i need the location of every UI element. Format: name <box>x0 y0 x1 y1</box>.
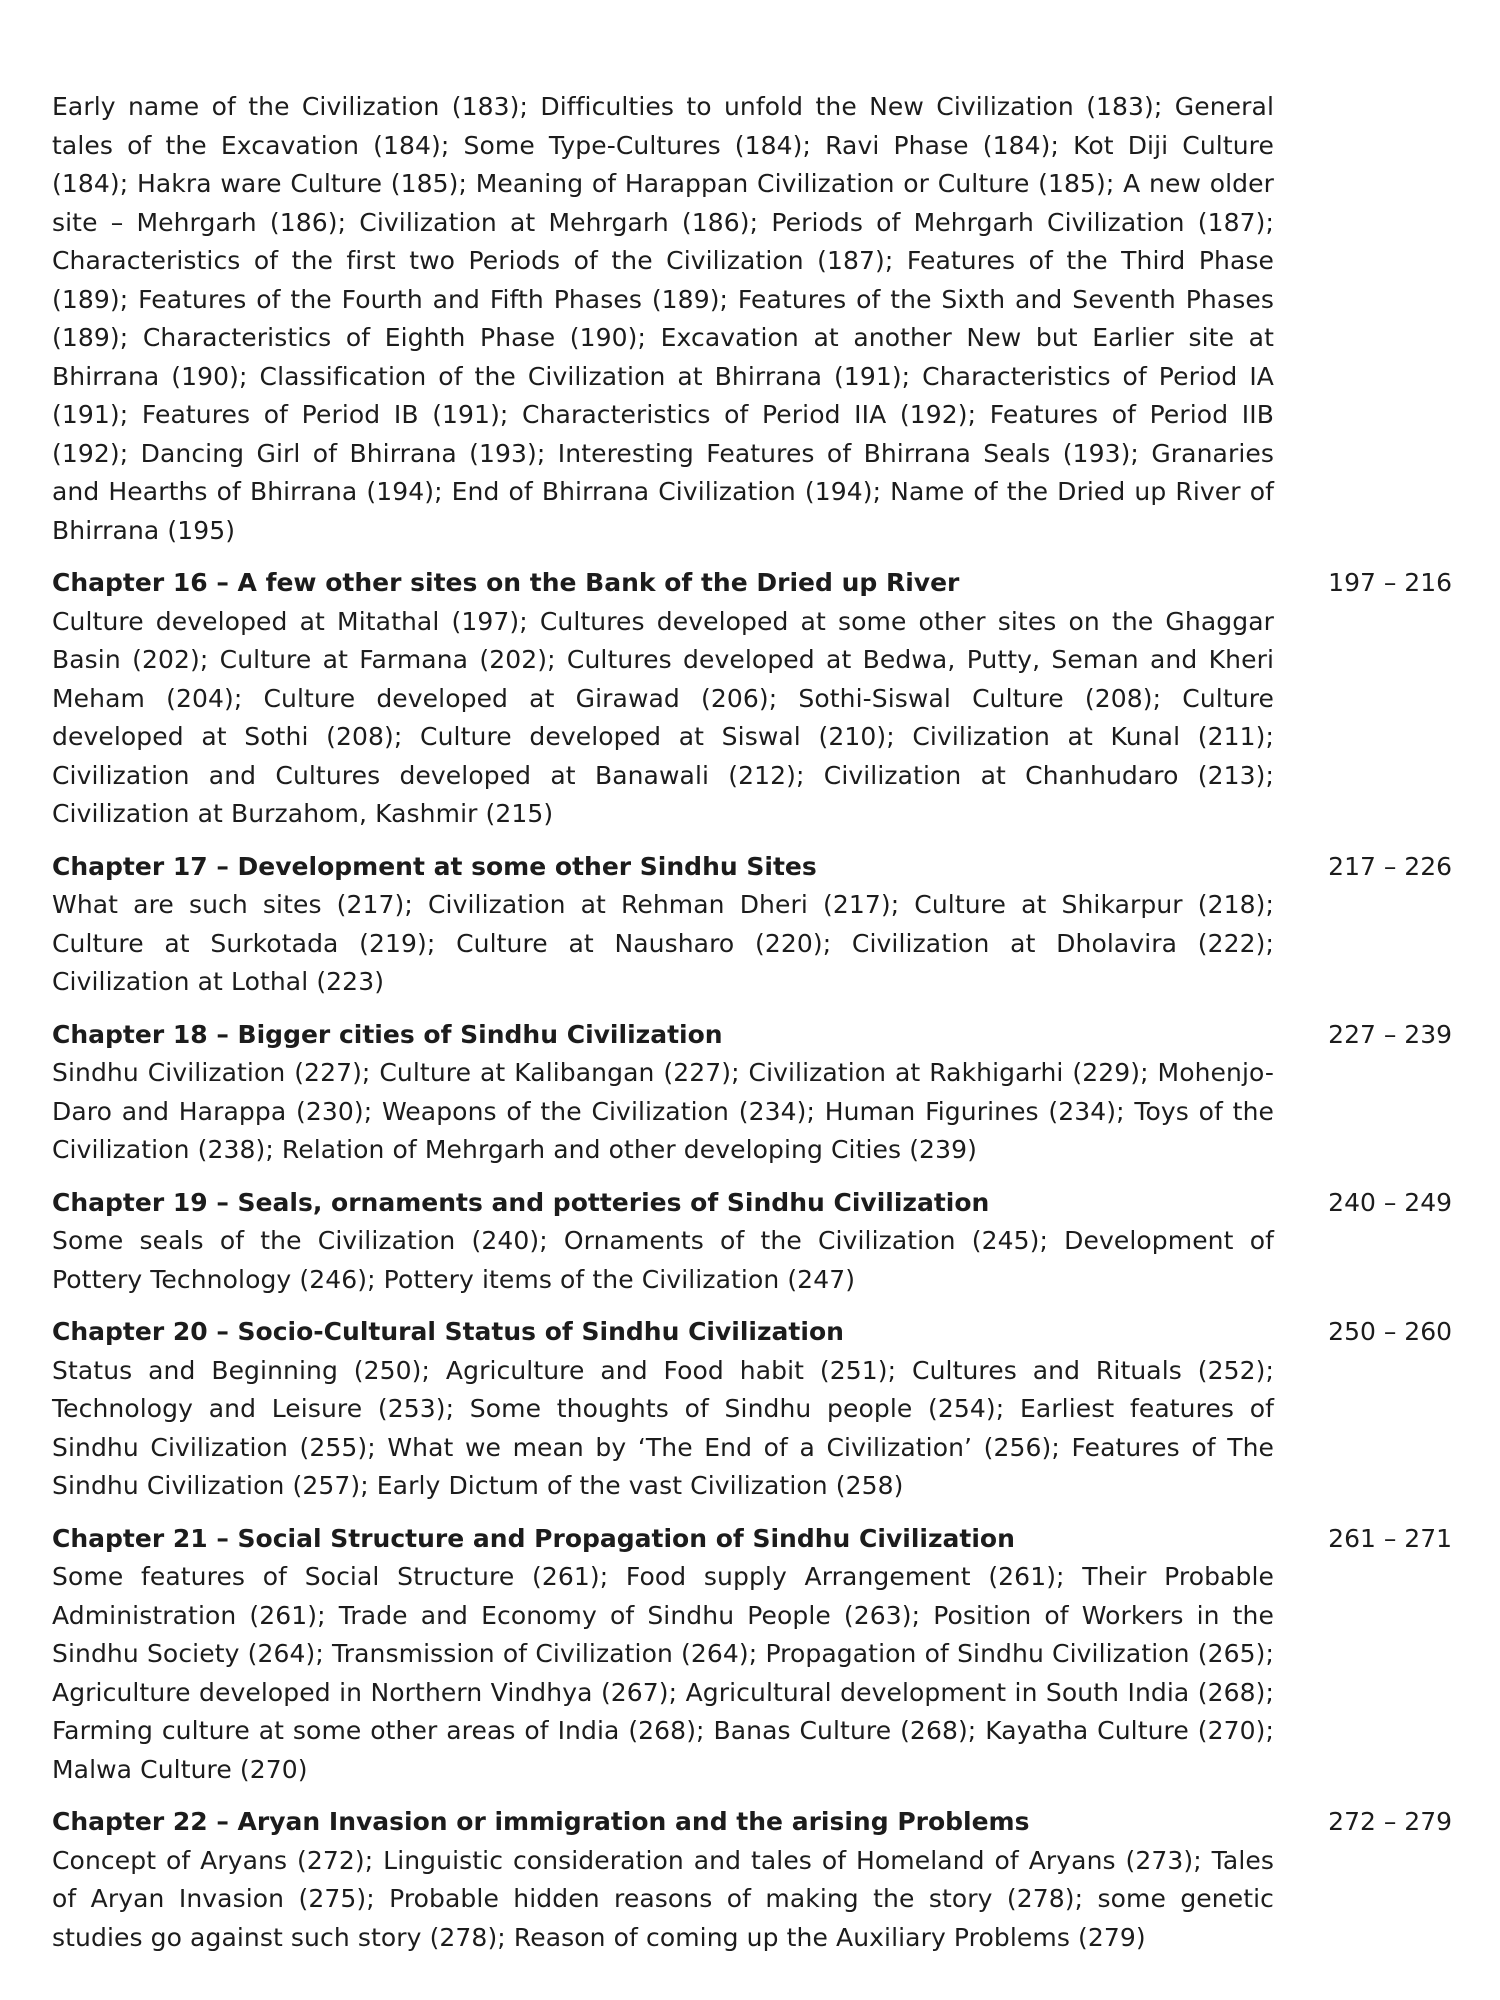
chapter-title: Chapter 16 – A few other sites on the Bank of the Dried up River <box>52 568 960 597</box>
chapter-title: Chapter 21 – Social Structure and Propagation of Sindhu Civilization <box>52 1523 1015 1553</box>
chapter-entry-18 <box>52 1016 1452 1170</box>
chapter-entry-17 <box>52 848 1452 1002</box>
chapter-title: Chapter 17 – Development at some other Sindhu Sites <box>52 851 817 881</box>
chapter-title: Chapter 18 – Bigger cities of Sindhu Civilization <box>52 1019 723 1049</box>
chapter-contents: Culture developed at Mitathal (197); Cultures developed at some other sites on the Ghaggar Basin (202); Culture at Farmana (202); Cultures developed at Bedwa, Putty, Seman and Kheri Meham (204); Culture developed at Girawad (206); Sothi-Siswal Culture (208); Culture developed at Sothi (208); Culture developed at Siswal (210); Civilization at Kunal (211); Civilization and Cultures developed at Banawali (212); Civilization at Chanhudaro (213); Civilization at Burzahom, Kashmir (215) <box>52 606 1274 828</box>
chapter-contents: Some seals of the Civilization (240); Ornaments of the Civilization (245); Development of Pottery Technology (246); Pottery items of the Civilization (247) <box>52 1226 1274 1294</box>
chapter-15-contents-continued: Early name of the Civilization (183); Difficulties to unfold the New Civilization (183); General tales of the Excavation (184); Some Type-Cultures (184); Ravi Phase (184); Kot Diji Culture (184); Hakra ware Culture (185); Meaning of Harappan Civilization or Culture (185); A new older site – Mehrgarh (186); Civilization at Mehrgarh (186); Periods of Mehrgarh Civilization (187); Characteristics of the first two Periods of the Civilization (187); Features of the Third Phase (189); Features of the Fourth and Fifth Phases (189); Features of the Sixth and Seventh Phases (189); Characteristics of Eighth Phase (190); Excavation at another New but Earlier site at Bhirrana (190); Classification of the Civilization at Bhirrana (191); Characteristics of Period IA (191); Features of Period IB (191); Characteristics of Period IIA (192); Features of Period IIB (192); Dancing Girl of Bhirrana (193); Interesting Features of Bhirrana Seals (193); Granaries and Hearths of Bhirrana (194); End of Bhirrana Civilization (194); Name of the Dried up River of Bhirrana (195) <box>52 92 1274 545</box>
chapter-page-range: 197 – 216 <box>1328 568 1452 597</box>
chapter-title: Chapter 20 – Socio-Cultural Status of Sindhu Civilization <box>52 1317 844 1346</box>
chapter-contents: Some features of Social Structure (261); Food supply Arrangement (261); Their Probable Administration (261); Trade and Economy of Sindhu People (263); Position of Workers in the Sindhu Society (264); Transmission of Civilization (264); Propagation of Sindhu Civilization (265); Agriculture developed in Northern Vindhya (267); Agricultural development in South India (268); Farming culture at some other areas of India (268); Banas Culture (268); Kayatha Culture (270); Malwa Culture (270) <box>52 1562 1274 1784</box>
chapter-page-range: 240 – 249 <box>1328 1187 1452 1217</box>
chapter-contents: Status and Beginning (250); Agriculture and Food habit (251); Cultures and Rituals (252); Technology and Leisure (253); Some thoughts of Sindhu people (254); Earliest features of Sindhu Civilization (255); What we mean by ‘The End of a Civilization’ (256); Features of The Sindhu Civilization (257); Early Dictum of the vast Civilization (258) <box>52 1355 1274 1500</box>
chapter-entry-20 <box>52 1313 1452 1506</box>
chapter-page-range: 227 – 239 <box>1328 1019 1452 1049</box>
chapter-contents: What are such sites (217); Civilization at Rehman Dheri (217); Culture at Shikarpur (218); Culture at Surkotada (219); Culture at Nausharo (220); Civilization at Dholavira (222); Civilization at Lothal (223) <box>52 890 1274 996</box>
chapter-page-range: 250 – 260 <box>1328 1317 1452 1346</box>
chapter-contents: Sindhu Civilization (227); Culture at Kalibangan (227); Civilization at Rakhigarhi (229); Mohenjo-Daro and Harappa (230); Weapons of the Civilization (234); Human Figurines (234); Toys of the Civilization (238); Relation of Mehrgarh and other developing Cities (239) <box>52 1058 1274 1164</box>
chapter-entry-21 <box>52 1520 1452 1790</box>
chapter-title: Chapter 19 – Seals, ornaments and potteries of Sindhu Civilization <box>52 1187 990 1217</box>
chapter-entry-19 <box>52 1184 1452 1300</box>
chapter-contents: Concept of Aryans (272); Linguistic consideration and tales of Homeland of Aryans (273); Tales of Aryan Invasion (275); Probable hidden reasons of making the story (278); some genetic studies go against such story (278); Reason of coming up the Auxiliary Problems (279) <box>52 1845 1274 1952</box>
chapter-page-range: 217 – 226 <box>1328 851 1452 881</box>
chapter-entry-22 <box>52 1803 1452 1957</box>
chapter-title: Chapter 22 – Aryan Invasion or immigration and the arising Problems <box>52 1807 1030 1836</box>
chapter-page-range: 261 – 271 <box>1328 1523 1452 1553</box>
chapter-page-range: 272 – 279 <box>1328 1807 1452 1836</box>
table-of-contents <box>52 88 1452 1971</box>
chapter-entry-16 <box>52 564 1452 834</box>
